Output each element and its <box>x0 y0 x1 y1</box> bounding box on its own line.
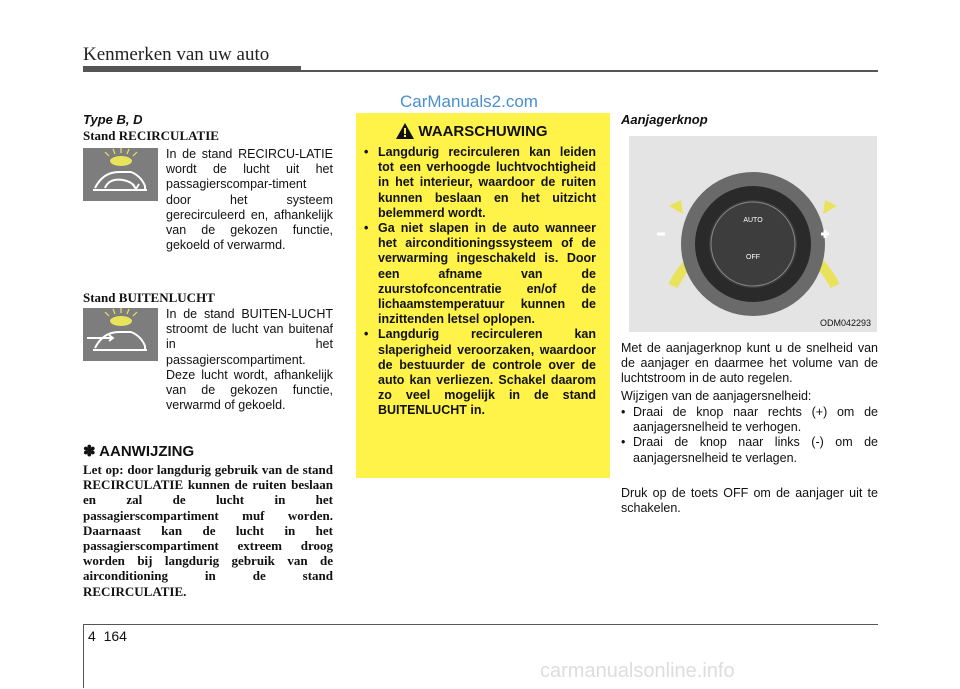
page-number-value: 164 <box>103 628 127 644</box>
fan-knob-heading: Aanjagerknop <box>621 112 708 127</box>
warning-item: • Ga niet slapen in de auto wanneer het airconditioningssysteem of de verwarming ingeschakeld is. Door een afname van de zuurstofconcentratie en/of de lichaamstemperatuur kunnen de inzittenden letsel oplopen. <box>364 221 596 327</box>
outside-air-heading: Stand BUITENLUCHT <box>83 290 215 305</box>
fan-knob-para1: Met de aanjagerknop kunt u de snelheid van de aanjager en daarmee het volume van de luchtstroom in de auto regelen. <box>621 341 878 386</box>
page-number <box>88 628 127 644</box>
fan-knob-para3: Druk op de toets OFF om de aanjager uit te schakelen. <box>621 486 878 516</box>
fan-knob-bullets <box>621 405 878 466</box>
note-heading: ✽ AANWIJZING <box>83 443 195 460</box>
outside-air-text: In de stand BUITEN-LUCHT stroomt de lucht van buitenaf in het passagierscompartiment. Deze lucht wordt, afhankelijk van de gekozen functie, verwarmd of gekoeld. <box>166 307 333 413</box>
recirc-text: In de stand RECIRCU-LATIE wordt de lucht uit het passagierscompar-timent door het systeem gerecirculeerd en, afhankelijk van de gekozen functie, gekoeld of verwarmd. <box>166 147 333 253</box>
warning-list <box>364 145 596 419</box>
watermark-top[interactable]: CarManuals2.com <box>400 92 538 111</box>
recirc-heading: Stand RECIRCULATIE <box>83 128 219 143</box>
header-rule <box>83 70 878 72</box>
knob-auto-label: AUTO <box>743 217 763 224</box>
footer-vertical-rule <box>83 624 84 688</box>
recirculation-button-icon <box>83 148 158 201</box>
fan-knob-image <box>629 136 877 332</box>
warning-item: • Langdurig recirculeren kan leiden tot een verhoogde luchtvochtigheid in het interieur, waardoor de ruiten kunnen beslaan en het uitzicht belemmerd wordt. <box>364 145 596 221</box>
warning-item: • Langdurig recirculeren kan slaperigheid veroorzaken, waardoor de bestuurder de controle over de auto kan verliezen. Schakel daarom zo veel mogelijk in de stand BUITENLUCHT in. <box>364 327 596 418</box>
note-text: Let op: door langdurig gebruik van de stand RECIRCULATIE kunnen de ruiten beslaan en zal de lucht in het passagierscompartiment muf worden. Daarnaast kan de lucht in het passagierscompartiment extreem droog worden bij langdurig gebruik van de airconditioning in de stand RECIRCULATIE. <box>83 462 333 599</box>
fan-knob-bullet: • Draai de knop naar links (-) om de aanjagersnelheid te verlagen. <box>621 435 878 465</box>
fan-knob-bullet: • Draai de knop naar rechts (+) om de aanjagersnelheid te verhogen. <box>621 405 878 435</box>
fan-knob-para2: Wijzigen van de aanjagersnelheid: <box>621 389 812 403</box>
section-number: 4 <box>88 628 96 644</box>
watermark-bottom[interactable]: carmanualsonline.info <box>540 660 735 682</box>
knob-off-label: OFF <box>746 254 760 261</box>
page-header-title: Kenmerken van uw auto <box>83 44 270 65</box>
section-subtitle: Type B, D <box>83 112 143 127</box>
image-code: ODM042293 <box>819 318 871 328</box>
warning-box <box>356 113 610 478</box>
footer-rule <box>83 624 878 625</box>
outside-air-button-icon <box>83 308 158 361</box>
warning-title: WAARSCHUWING <box>418 123 548 140</box>
